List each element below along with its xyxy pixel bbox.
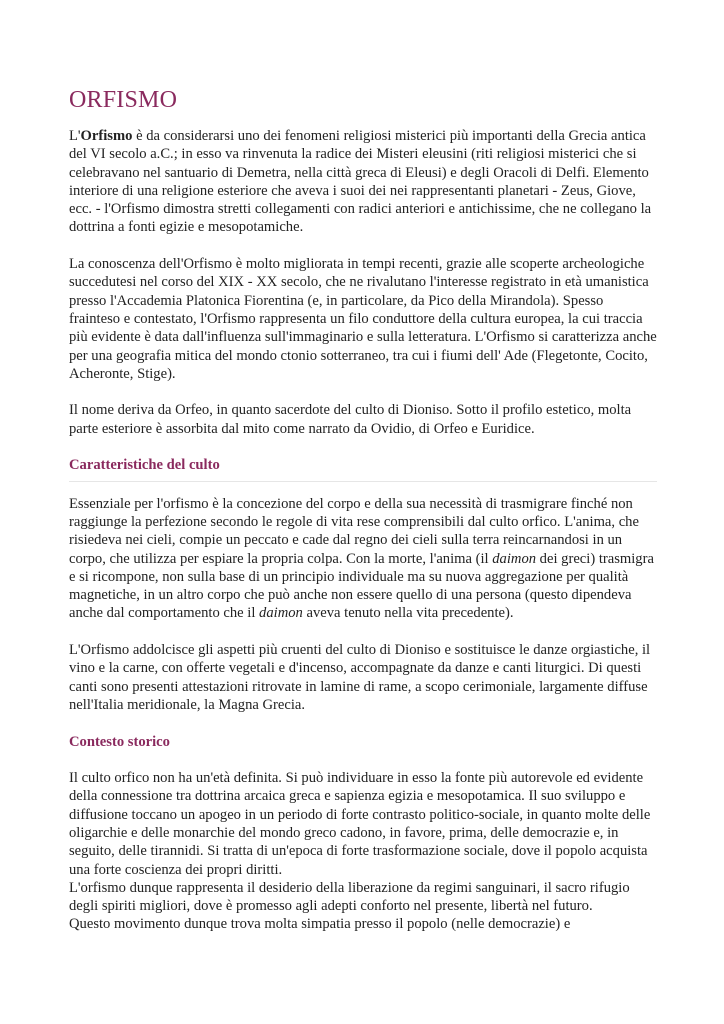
section-heading-caratteristiche: Caratteristiche del culto bbox=[69, 456, 657, 481]
caratteristiche-p1-text-a: Essenziale per l'orfismo è la concezione del corpo e della sua necessità di trasmigrare finché non raggiunge la perfezione secondo le regole di vita rese comprensibili dal culto orfico. L'anima, che risiedeva nei cieli, compie un peccato e cade dal regno dei cieli sulla terra reincarnandosi in un corpo, che utilizza per espiare la propria colpa. Con la morte, l'anima (il bbox=[69, 495, 639, 567]
caratteristiche-p1-text-b: dei greci) trasmigra e si ricompone, non sulla base di un principio individuale ma su nuova aggregazione per qualità magnetiche, in un altro corpo che può anche non essere quello di una persona (questo dipendeva anche dal comportamento che il bbox=[69, 550, 654, 622]
intro-paragraph-1 bbox=[69, 127, 657, 237]
intro-paragraph-2: La conoscenza dell'Orfismo è molto migliorata in tempi recenti, grazie alle scoperte archeologiche succedutesi nel corso del XIX - XX secolo, che ne rivalutano l'interesse registrato in età umanistica presso l'Accademia Platonica Fiorentina (e, in particolare, da Pico della Mirandola). Spesso frainteso e contestato, l'Orfismo rappresenta un filo conduttore della cultura europea, la cui traccia più evidente è data dall'influenza sull'immaginario e sulla letteratura. L'Orfismo si caratterizza anche per una geografia mitica del mondo ctonio sotterraneo, tra cui i fiumi dell' Ade (Flegetonte, Cocito, Acheronte, Stige). bbox=[69, 256, 657, 382]
page-title: ORFISMO bbox=[69, 87, 178, 113]
daimon-italic-1: daimon bbox=[492, 550, 537, 567]
intro-paragraph-3: Il nome deriva da Orfeo, in quanto sacerdote del culto di Dioniso. Sotto il profilo estetico, molta parte esteriore è assorbita dal mito come narrato da Ovidio, di Orfeo e Euridice. bbox=[69, 402, 632, 437]
section-heading-contesto: Contesto storico bbox=[69, 733, 170, 750]
daimon-italic-2: daimon bbox=[259, 605, 303, 622]
contesto-paragraph-1: Il culto orfico non ha un'età definita. Si può individuare in esso la fonte più autorevole ed evidente della connessione tra dottrina arcaica greca e sapienza egizia e mesopotamica. Il suo sviluppo e diffusione toccano un apogeo in un periodo di forte contrasto politico-sociale, in quanto molte delle oligarchie e delle monarchie del mondo greco cadono, in favore, prima, delle democrazie e, in seguito, delle tirannidi. Si tratta di un'epoca di forte trasformazione sociale, dove il popolo acquista una forte coscienza dei propri diritti. bbox=[69, 770, 651, 878]
contesto-paragraph-3: Questo movimento dunque trova molta simpatia presso il popolo (nelle democrazie) e bbox=[69, 916, 571, 933]
article-body bbox=[69, 127, 657, 934]
intro-p1-prefix: L' bbox=[69, 128, 81, 144]
contesto-paragraph-2: L'orfismo dunque rappresenta il desiderio della liberazione da regimi sanguinari, il sacro rifugio degli spiriti migliori, dove è promesso agli adepti conforto nel presente, libertà nel futuro. bbox=[69, 879, 630, 915]
caratteristiche-paragraph-2: L'Orfismo addolcisce gli aspetti più cruenti del culto di Dioniso e sostituisce le danze orgiastiche, il vino e la carne, con offerte vegetali e d'incenso, accompagnate da danze e canti liturgici. Di questi canti sono presenti attestazioni ritrovate in lamine di rame, a scopo cerimoniale, largamente diffuse nell'Italia meridionale, la Magna Grecia. bbox=[69, 642, 651, 713]
intro-p1-text: è da considerarsi uno dei fenomeni religiosi misterici più importanti della Grecia antica del VI secolo a.C.; in esso va rinvenuta la radice dei Misteri eleusini (riti religiosi misterici che si celebravano nel santuario di Demetra, nella città greca di Eleusi) e degli Oracoli di Delfi. Elemento interiore di una religione esteriore che aveva i suoi dei nei rappresentanti planetari - Zeus, Giove, ecc. - l'Orfismo dimostra stretti collegamenti con radici anteriori e antichissime, che ne collegano la dottrina a fonti egizie e mesopotamiche. bbox=[69, 128, 652, 236]
caratteristiche-p1-text-c: aveva tenuto nella vita precedente). bbox=[302, 605, 514, 622]
orfismo-bold-term: Orfismo bbox=[80, 128, 133, 144]
caratteristiche-paragraph-1 bbox=[69, 495, 657, 623]
